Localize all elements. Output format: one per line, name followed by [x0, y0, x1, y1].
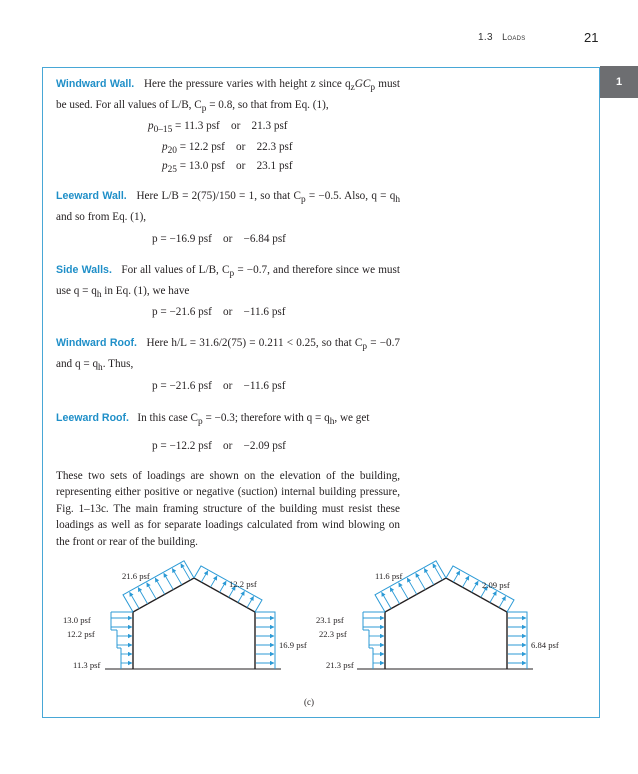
equation-values: = 11.3 psf or 21.3 psf: [172, 120, 288, 132]
windward-wall-text: = 0.8, so that from Eq. (1),: [206, 98, 329, 111]
leeward-roof-text: In this case C: [137, 412, 198, 424]
label-left-roof-windward: 21.6 psf: [122, 571, 150, 581]
chapter-tab: 1: [600, 66, 638, 98]
summary-paragraph: These two sets of loadings are shown on the elevation of the building, representing either positive or negative (suction) internal building pressure, Fig. 1–13c. The main framing structure of the building must resist these loadings as well as for separate loadings calculated from wind blowing on the front or rear of the building.: [56, 470, 400, 548]
leeward-wall-heading: Leeward Wall.: [56, 190, 127, 202]
subscript: p: [300, 195, 306, 206]
figure-caption: (c): [304, 697, 314, 707]
symbol: p: [148, 120, 154, 132]
label-right-wall-top: 23.1 psf: [316, 615, 344, 625]
load-arrow: [433, 564, 443, 580]
load-arrow: [201, 571, 208, 582]
label-left-wall-top: 13.0 psf: [63, 615, 91, 625]
load-arrow: [490, 591, 497, 602]
windward-wall-text: must be used. For all values of L/B, C: [56, 78, 400, 111]
label-right-wall-mid: 22.3 psf: [319, 629, 347, 639]
load-arrow: [390, 588, 400, 604]
windward-roof-paragraph: [56, 335, 400, 376]
subscript: 25: [167, 165, 177, 176]
load-arrow: [164, 573, 174, 589]
side-walls-text: = −0.7, and therefore since we must use q = q: [56, 264, 400, 297]
load-arrow: [424, 568, 434, 584]
load-arrow: [453, 571, 460, 582]
load-arrow: [499, 596, 506, 607]
symbol: GC: [354, 78, 371, 90]
load-arrow: [472, 581, 479, 592]
label-left-roof-leeward: 12.2 psf: [229, 579, 257, 589]
subscript: p: [197, 417, 203, 428]
equation-values: = 12.2 psf or 22.3 psf: [176, 141, 293, 153]
side-walls-text: in Eq. (1), we have: [101, 284, 190, 297]
leeward-wall-text: and so from Eq. (1),: [56, 210, 147, 223]
load-arrow: [138, 588, 148, 604]
equation-leeward-wall: p = −16.9 psf or −6.84 psf: [152, 233, 286, 245]
windward-wall-paragraph: [56, 76, 400, 117]
equation-side-walls: p = −21.6 psf or −11.6 psf: [152, 306, 286, 318]
subscript: p: [229, 269, 235, 280]
load-arrow: [130, 592, 140, 608]
load-arrow: [220, 581, 227, 592]
section-number: 1.3: [478, 32, 493, 43]
windward-wall-text: Here the pressure varies with height z since q: [143, 78, 351, 90]
load-arrow: [416, 573, 426, 589]
symbol: p: [162, 160, 168, 172]
equation-p0-15: [148, 120, 288, 135]
subscript: p: [362, 342, 368, 353]
equation-windward-roof: p = −21.6 psf or −11.6 psf: [152, 380, 286, 392]
subscript: h: [329, 417, 335, 428]
loading-diagram: [0, 560, 638, 700]
label-right-roof-leeward: 2.09 psf: [482, 580, 510, 590]
windward-roof-heading: Windward Roof.: [56, 337, 137, 349]
load-arrow: [155, 578, 165, 594]
load-arrow: [238, 591, 245, 602]
label-right-wall-bottom: 21.3 psf: [326, 660, 354, 670]
label-left-wall-bottom: 11.3 psf: [73, 660, 101, 670]
subscript: p: [370, 83, 375, 94]
windward-roof-text: Here h/L = 31.6/2(75) = 0.211 < 0.25, so that C: [146, 337, 363, 349]
leeward-wall-paragraph: [56, 188, 400, 225]
windward-roof-text: . Thus,: [102, 357, 134, 370]
windward-roof-text: = −0.7 and q = q: [56, 337, 401, 370]
page-number: 21: [584, 30, 599, 45]
load-arrow: [210, 576, 217, 587]
load-arrow: [407, 578, 417, 594]
leeward-wall-text: = −0.5. Also, q = q: [305, 190, 396, 202]
label-left-wall-leeward: 16.9 psf: [279, 640, 307, 650]
subscript: h: [395, 195, 400, 206]
leeward-roof-text: , we get: [334, 412, 370, 424]
load-arrow: [399, 583, 409, 599]
load-arrow: [462, 576, 469, 587]
side-walls-heading: Side Walls.: [56, 264, 112, 276]
label-left-wall-mid: 12.2 psf: [67, 629, 95, 639]
label-right-roof-windward: 11.6 psf: [375, 571, 403, 581]
subscript: p: [201, 103, 207, 114]
leeward-roof-text: = −0.3; therefore with q = q: [202, 412, 330, 424]
equation-leeward-roof: p = −12.2 psf or −2.09 psf: [152, 440, 286, 452]
building-outline: [385, 578, 507, 669]
side-walls-text: For all values of L/B, C: [121, 264, 230, 276]
load-outline: [507, 612, 527, 669]
leeward-roof-heading: Leeward Roof.: [56, 412, 129, 424]
windward-wall-heading: Windward Wall.: [56, 78, 135, 90]
load-arrow: [147, 583, 157, 599]
equation-values: = 13.0 psf or 23.1 psf: [176, 160, 293, 172]
subscript: h: [98, 362, 103, 373]
section-name: Loads: [502, 32, 526, 42]
equation-p20: [162, 141, 293, 156]
load-arrow: [172, 568, 182, 584]
subscript: z: [350, 83, 355, 94]
subscript: 0–15: [153, 125, 173, 136]
load-arrow: [382, 592, 392, 608]
symbol: p: [162, 141, 168, 153]
subscript: h: [96, 289, 102, 300]
leeward-wall-text: Here L/B = 2(75)/150 = 1, so that C: [136, 190, 301, 202]
load-arrow: [247, 596, 254, 607]
load-arrow: [181, 564, 191, 580]
building-outline: [133, 578, 255, 669]
running-header: [478, 32, 526, 43]
label-right-wall-leeward: 6.84 psf: [531, 640, 559, 650]
subscript: 20: [167, 146, 177, 157]
load-outline: [255, 612, 275, 669]
side-walls-paragraph: [56, 262, 400, 303]
equation-p25: [162, 160, 293, 175]
leeward-roof-paragraph: [56, 410, 400, 431]
